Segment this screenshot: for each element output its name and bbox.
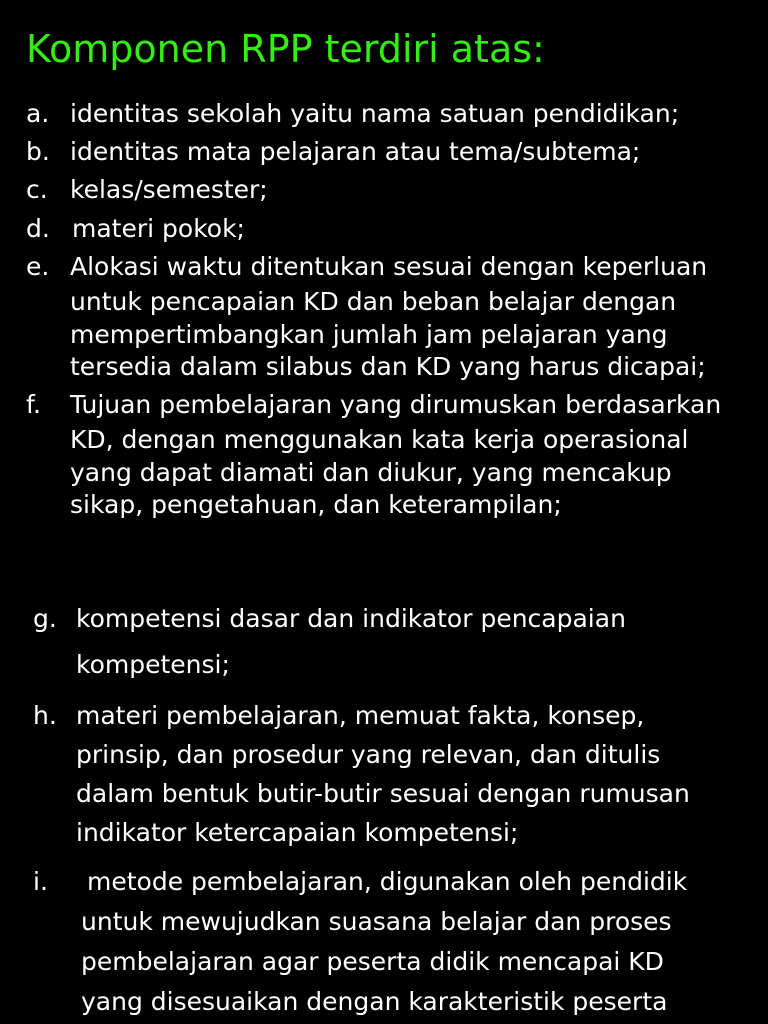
item-letter: a. — [26, 99, 50, 128]
item-letter: g. — [33, 604, 57, 633]
item-line: untuk mewujudkan suasana belajar dan proses — [81, 907, 672, 936]
item-line: materi pokok; — [72, 214, 245, 243]
item-line: kompetensi dasar dan indikator pencapaian — [76, 604, 626, 633]
item-line: metode pembelajaran, digunakan oleh pendidik — [87, 867, 688, 896]
item-line: indikator ketercapaian kompetensi; — [76, 818, 519, 847]
item-line: yang disesuaikan dengan karakteristik peserta — [81, 987, 668, 1016]
item-line: pembelajaran agar peserta didik mencapai KD — [81, 947, 664, 976]
item-line: kelas/semester; — [70, 175, 268, 204]
item-letter: e. — [26, 252, 50, 281]
item-line: yang dapat diamati dan diukur, yang mencakup — [70, 458, 672, 487]
slide-title: Komponen RPP terdiri atas: — [26, 27, 545, 71]
item-line: identitas mata pelajaran atau tema/subtema; — [70, 137, 641, 166]
item-letter: f. — [26, 390, 41, 419]
item-line: Alokasi waktu ditentukan sesuai dengan keperluan — [70, 252, 708, 281]
item-line: identitas sekolah yaitu nama satuan pendidikan; — [70, 99, 680, 128]
item-line: mempertimbangkan jumlah jam pelajaran yang — [70, 320, 668, 349]
item-line: Tujuan pembelajaran yang dirumuskan berdasarkan — [70, 390, 722, 419]
item-letter: c. — [26, 175, 48, 204]
item-line: sikap, pengetahuan, dan keterampilan; — [70, 490, 562, 519]
item-letter: b. — [26, 137, 50, 166]
item-line: dalam bentuk butir-butir sesuai dengan rumusan — [76, 779, 690, 808]
item-line: KD, dengan menggunakan kata kerja operasional — [70, 425, 689, 454]
item-letter: d. — [26, 214, 50, 243]
item-letter: i. — [33, 867, 48, 896]
item-line: untuk pencapaian KD dan beban belajar dengan — [70, 287, 677, 316]
item-line: kompetensi; — [76, 650, 230, 679]
item-line: materi pembelajaran, memuat fakta, konsep, — [76, 701, 645, 730]
item-line: tersedia dalam silabus dan KD yang harus dicapai; — [70, 352, 706, 381]
item-letter: h. — [33, 701, 57, 730]
item-line: prinsip, dan prosedur yang relevan, dan ditulis — [76, 740, 661, 769]
